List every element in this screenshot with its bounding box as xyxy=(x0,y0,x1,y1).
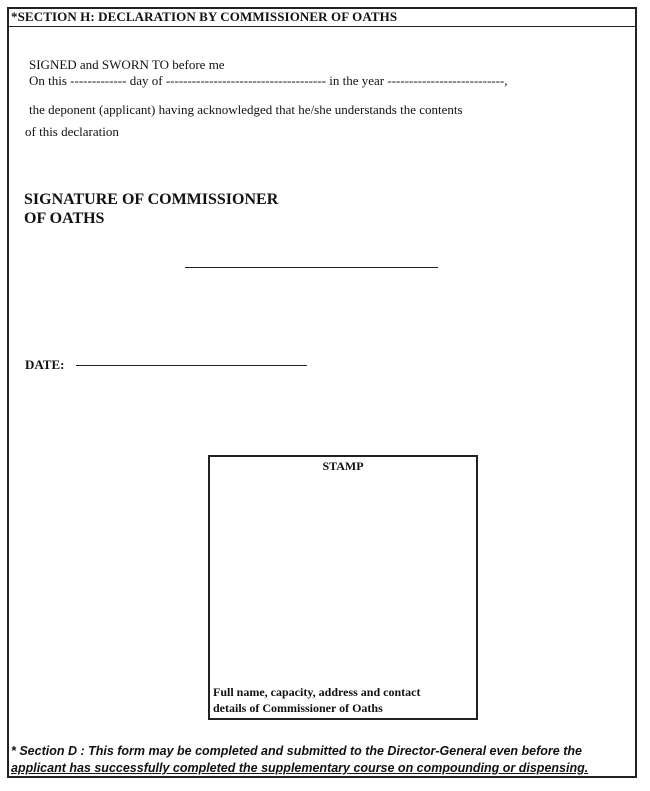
footnote xyxy=(11,743,588,777)
section-header: *SECTION H: DECLARATION BY COMMISSIONER OF OATHS xyxy=(7,7,637,27)
stamp-footer-line-2: details of Commissioner of Oaths xyxy=(213,701,383,715)
stamp-box xyxy=(208,455,478,720)
line2-prefix: On this xyxy=(29,73,71,88)
declaration-line-4: of this declaration xyxy=(25,124,119,139)
footnote-line-2: applicant has successfully completed the supplementary course on compounding or dispensing. xyxy=(11,761,589,775)
signature-heading xyxy=(24,190,278,228)
signature-heading-line-2: OF OATHS xyxy=(24,210,105,227)
signature-line[interactable] xyxy=(185,267,438,268)
date-line[interactable] xyxy=(76,365,307,366)
day-blank[interactable]: ------------- xyxy=(70,73,127,88)
declaration-line-3: the deponent (applicant) having acknowledged that he/she understands the contents xyxy=(29,102,463,117)
declaration-line-1: SIGNED and SWORN TO before me xyxy=(29,57,225,72)
stamp-footer-line-1: Full name, capacity, address and contact xyxy=(213,685,421,699)
declaration-line-2 xyxy=(29,73,508,89)
signature-heading-line-1: SIGNATURE OF COMMISSIONER xyxy=(24,191,279,208)
line2-year: in the year xyxy=(326,73,388,88)
footnote-line-1: * Section D : This form may be completed and submitted to the Director-General even before the xyxy=(11,744,582,758)
month-blank[interactable]: ------------------------------------- xyxy=(165,73,326,88)
line2-mid: day of xyxy=(126,73,166,88)
stamp-footer xyxy=(213,684,420,716)
stamp-title: STAMP xyxy=(322,459,364,473)
year-blank[interactable]: ---------------------------, xyxy=(387,73,508,88)
date-label: DATE: xyxy=(25,357,65,372)
